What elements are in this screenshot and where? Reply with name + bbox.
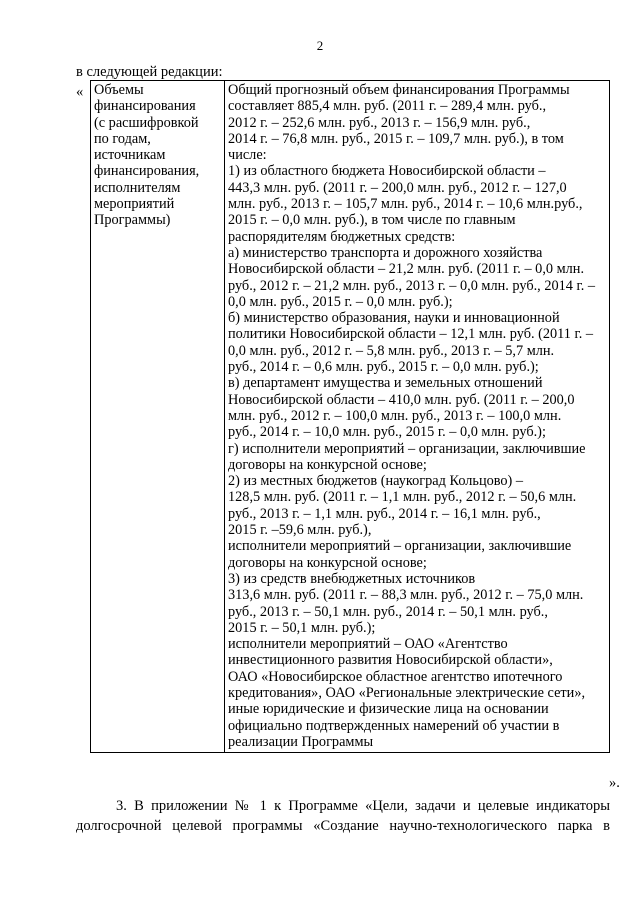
text-line: руб., 2013 г. – 1,1 млн. руб., 2014 г. – 16,1 млн. руб., — [228, 505, 541, 522]
text-line: 1) из областного бюджета Новосибирской области – — [228, 163, 546, 180]
text-line: 2014 г. – 76,8 млн. руб., 2015 г. – 109,7 млн. руб.), в том — [228, 130, 564, 147]
text-line: Новосибирской области – 410,0 млн. руб. (2011 г. – 200,0 — [228, 391, 575, 408]
text-line: источникам — [94, 147, 166, 164]
text-line: числе: — [228, 147, 267, 164]
text-line: мероприятий — [94, 196, 175, 213]
text-line: млн. руб., 2012 г. – 100,0 млн. руб., 2013 г. – 100,0 млн. — [228, 407, 562, 424]
text-line: в) департамент имущества и земельных отношений — [228, 375, 543, 392]
text-line: 313,6 млн. руб. (2011 г. – 88,3 млн. руб., 2012 г. – 75,0 млн. — [228, 587, 584, 604]
text-line: руб., 2014 г. – 10,0 млн. руб., 2015 г. – 0,0 млн. руб.); — [228, 424, 546, 441]
text-line: финансирования — [94, 98, 196, 115]
text-line: руб., 2012 г. – 21,2 млн. руб., 2013 г. – 0,0 млн. руб., 2014 г. – — [228, 277, 596, 294]
text-line: млн. руб., 2013 г. – 105,7 млн. руб., 2014 г. – 10,6 млн.руб., — [228, 196, 583, 213]
text-line: 2015 г. – 0,0 млн. руб.), в том числе по главным — [228, 212, 516, 229]
text-line: договоры на конкурсной основе; — [228, 456, 427, 473]
text-line: руб., 2013 г. – 50,1 млн. руб., 2014 г. – 50,1 млн. руб., — [228, 603, 548, 620]
text-line: 128,5 млн. руб. (2011 г. – 1,1 млн. руб., 2012 г. – 50,6 млн. — [228, 489, 577, 506]
text-line: иные юридические и физические лица на основании — [228, 701, 549, 718]
text-line: б) министерство образования, науки и инновационной — [228, 310, 560, 327]
text-line: 2015 г. – 50,1 млн. руб.); — [228, 619, 376, 636]
text-line: 0,0 млн. руб., 2012 г. – 5,8 млн. руб., 2013 г. – 5,7 млн. — [228, 342, 555, 359]
text-line: политики Новосибирской области – 12,1 млн. руб. (2011 г. – — [228, 326, 594, 343]
text-line: ОАО «Новосибирское областное агентство ипотечного — [228, 668, 563, 685]
text-line: а) министерство транспорта и дорожного хозяйства — [228, 244, 543, 261]
text-line: распорядителям бюджетных средств: — [228, 228, 456, 245]
text-line: Новосибирской области – 21,2 млн. руб. (2011 г. – 0,0 млн. — [228, 261, 585, 278]
table-row — [91, 81, 610, 753]
text-line: договоры на конкурсной основе; — [228, 554, 427, 571]
text-line: 443,3 млн. руб. (2011 г. – 200,0 млн. руб., 2012 г. – 127,0 — [228, 179, 567, 196]
opening-quote: « — [76, 84, 84, 100]
intro-text: в следующей редакции: — [76, 64, 223, 80]
text-line: по годам, — [94, 130, 151, 147]
funding-table — [90, 80, 610, 753]
text-line: исполнители мероприятий – ОАО «Агентство — [228, 636, 508, 653]
text-line: официально подтвержденных намерений об участии в — [228, 717, 560, 734]
left-cell — [91, 81, 225, 753]
text-line: составляет 885,4 млн. руб. (2011 г. – 289,4 млн. руб., — [228, 98, 547, 115]
right-cell — [225, 81, 610, 753]
text-line: руб., 2014 г. – 0,6 млн. руб., 2015 г. – 0,0 млн. руб.); — [228, 359, 539, 376]
text-line: кредитования», ОАО «Региональные электрические сети», — [228, 684, 586, 701]
paragraph-line: долгосрочной целевой программы «Создание научно-технологического парка в — [76, 818, 610, 834]
text-line: Общий прогнозный объем финансирования Программы — [228, 82, 570, 98]
text-line: исполнители мероприятий – организации, заключившие — [228, 538, 572, 555]
page-number: 2 — [316, 38, 324, 53]
text-line: реализации Программы — [228, 733, 374, 750]
text-line: инвестиционного развития Новосибирской области», — [228, 652, 553, 669]
text-line: Объемы — [94, 82, 144, 98]
paragraph-line: 3. В приложении № 1 к Программе «Цели, задачи и целевые индикаторы — [116, 798, 610, 814]
text-line: (с расшифровкой — [94, 114, 199, 131]
text-line: 3) из средств внебюджетных источников — [228, 570, 476, 587]
text-line: г) исполнители мероприятий – организации, заключившие — [228, 440, 586, 457]
text-line: 2015 г. –59,6 млн. руб.), — [228, 522, 372, 539]
text-line: исполнителям — [94, 179, 181, 196]
text-line: 2012 г. – 252,6 млн. руб., 2013 г. – 156,9 млн. руб., — [228, 114, 531, 131]
text-line: Программы) — [94, 212, 171, 229]
text-line: 0,0 млн. руб., 2015 г. – 0,0 млн. руб.); — [228, 293, 453, 310]
text-line: 2) из местных бюджетов (наукоград Кольцово) – — [228, 473, 524, 490]
closing-quote: ». — [609, 775, 620, 791]
text-line: финансирования, — [94, 163, 200, 180]
